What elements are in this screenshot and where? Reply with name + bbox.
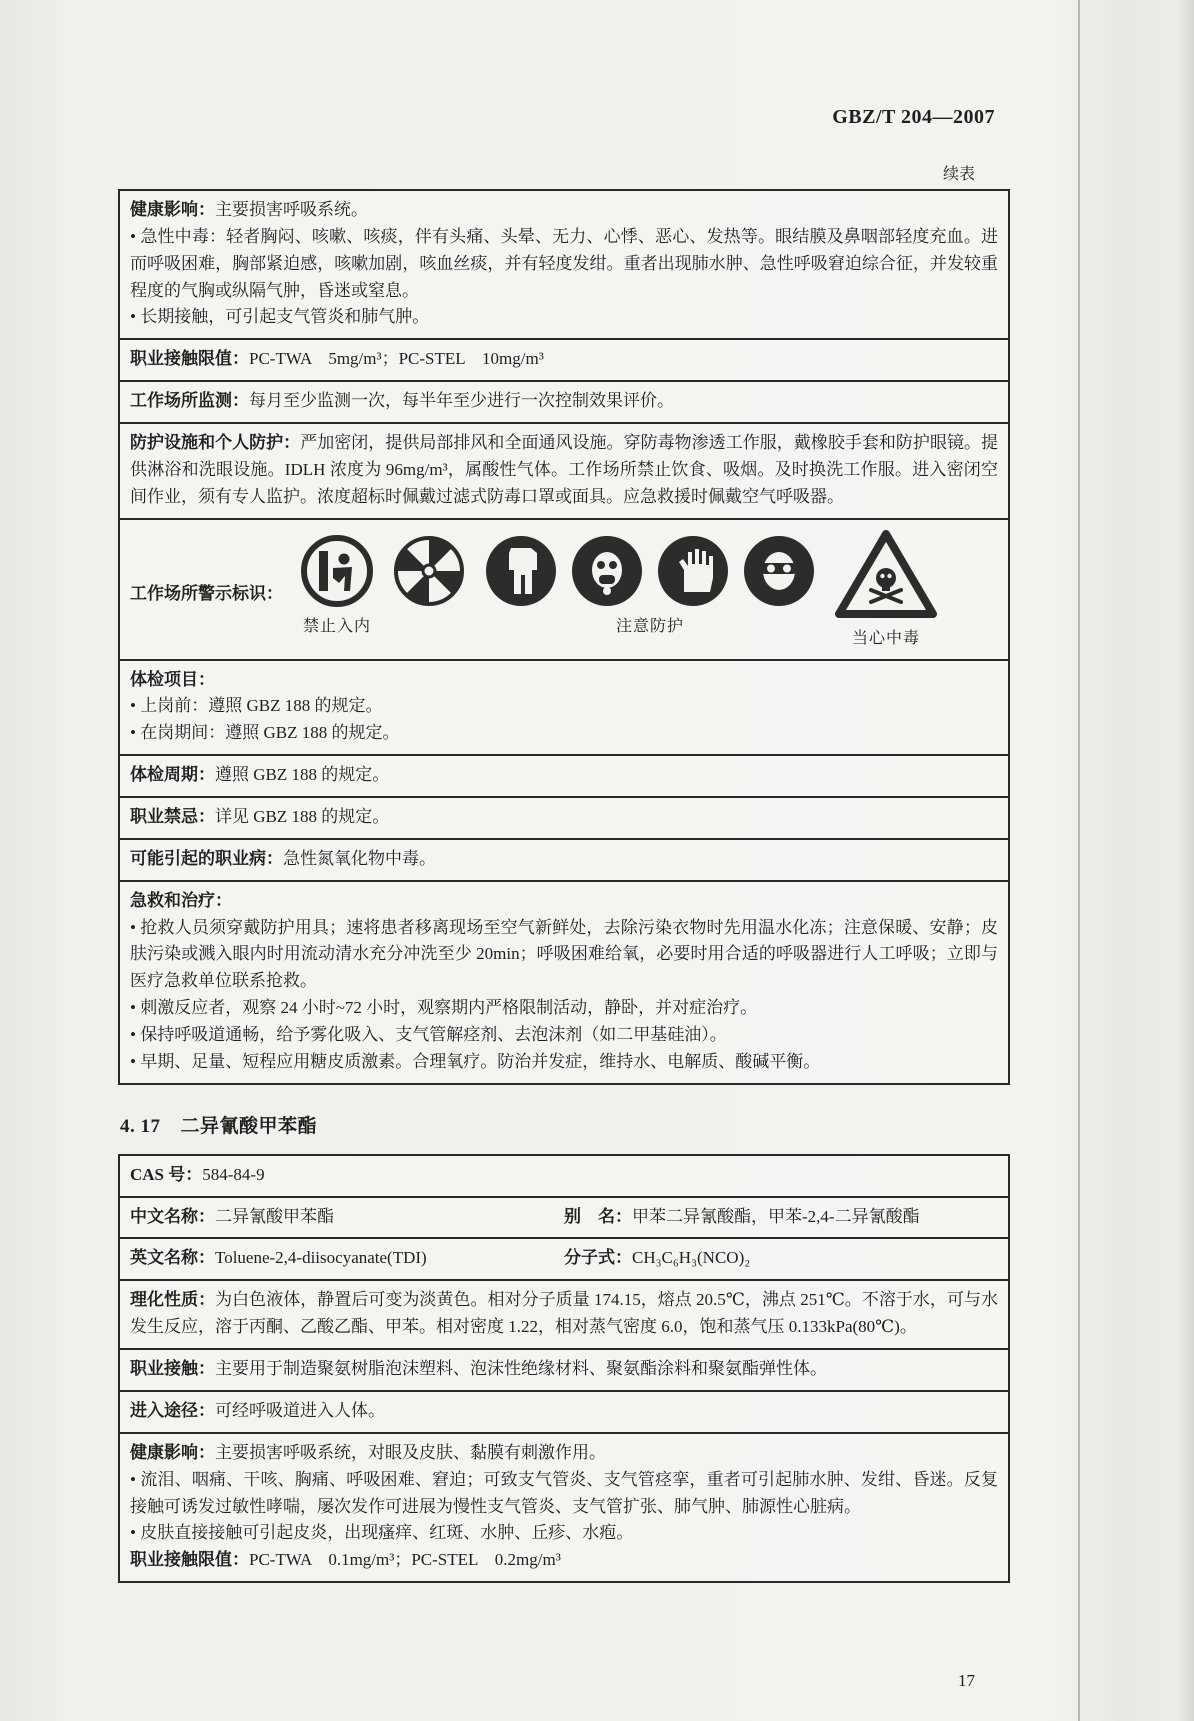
- row-text: 急性氮氧化物中毒。: [283, 848, 436, 868]
- row-text: 每月至少监测一次，每半年至少进行一次控制效果评价。: [249, 391, 674, 411]
- tdi-health-effects-intro: [130, 1440, 998, 1467]
- row-label: 职业接触：: [130, 1359, 215, 1379]
- row-text: PC-TWA 5mg/m³；PC-STEL 10mg/m³: [249, 349, 544, 369]
- warning-signs-strip: [300, 534, 938, 649]
- first-aid-row: [120, 882, 1008, 1083]
- protection-caption: 注意防护: [615, 617, 684, 635]
- ventilation-fan-icon: [392, 534, 466, 608]
- poison-caption: 当心中毒: [851, 629, 920, 647]
- ventilation-sign-group: [392, 534, 466, 637]
- row-label: 急救和治疗：: [130, 890, 232, 910]
- health-effects-row: [120, 191, 1008, 340]
- contraindications-text: [130, 804, 998, 831]
- occupational-exposure-text: [130, 1356, 998, 1383]
- no-entry-icon: [300, 534, 374, 608]
- row-label: 防护设施和个人防护：: [130, 433, 301, 453]
- warning-signs-label: 工作场所警示标识：: [130, 583, 283, 603]
- row-text: 主要损害呼吸系统，对眼及皮肤、黏膜有刺激作用。: [215, 1442, 606, 1462]
- hazard-table-continued: [118, 189, 1010, 1085]
- continued-table-label: 续表: [942, 166, 975, 183]
- row-text: CH₃C₆H₃(NCO)₂: [632, 1248, 751, 1268]
- toxic-hazard-icon: [834, 528, 938, 620]
- row-text: 为白色液体，静置后可变为淡黄色。相对分子质量 174.15，熔点 20.5℃，沸点 251℃。不溶于水，可与水发生反应，溶于丙酮、乙酸乙酯、甲苯。相对密度 1.22，相对蒸气密度 6.0，饱和蒸气压 0.133kPa(80℃)。: [130, 1290, 998, 1337]
- row-text: 遵照 GBZ 188 的规定。: [215, 765, 390, 785]
- section-number: 4. 17: [120, 1115, 161, 1137]
- exposure-limit-text: [130, 346, 998, 373]
- mandatory-signs-cluster: [484, 534, 816, 608]
- row-text: 甲苯二异氰酸酯，甲苯-2,4-二异氰酸酯: [632, 1206, 920, 1226]
- row-text: Toluene-2,4-diisocyanate(TDI): [215, 1248, 427, 1268]
- entry-route-text: [130, 1398, 998, 1425]
- row-label: 英文名称：: [130, 1248, 215, 1268]
- entry-route-row: [120, 1392, 1008, 1434]
- row-label: 体检项目：: [130, 669, 215, 689]
- protection-row: [120, 424, 1008, 520]
- tdi-exposure-limit: [130, 1547, 998, 1574]
- row-label: 理化性质：: [130, 1290, 216, 1310]
- medical-exam-bullet: • 上岗前：遵照 GBZ 188 的规定。: [130, 693, 998, 720]
- molecular-formula: [564, 1245, 998, 1272]
- alias-name: [564, 1204, 998, 1231]
- page-edge-shadow: [1176, 0, 1194, 1721]
- toxic-sign-group: [834, 534, 938, 649]
- row-text: 可经呼吸道进入人体。: [215, 1400, 385, 1420]
- medical-exam-items-row: [120, 661, 1008, 757]
- section-heading: [120, 1111, 1010, 1138]
- scan-artifact-line: [1078, 0, 1080, 1721]
- row-label: 职业接触限值：: [130, 1550, 249, 1570]
- row-text: 严加密闭，提供局部排风和全面通风设施。穿防毒物渗透工作服，戴橡胶手套和防护眼镜。提供淋浴和洗眼设施。IDLH 浓度为 96mg/m³，属酸性气体。工作场所禁止饮食、吸烟。及时换洗工作服。进入密闭空间作业，须有专人监护。浓度超标时佩戴过滤式防毒口罩或面具。应急救援时佩戴空气呼吸器。: [130, 433, 999, 506]
- exposure-limit-row: [120, 340, 1008, 382]
- row-label: 进入途径：: [130, 1400, 215, 1420]
- row-text: 主要损害呼吸系统。: [215, 200, 368, 219]
- row-text: PC-TWA 0.1mg/m³；PC-STEL 0.2mg/m³: [249, 1550, 561, 1570]
- occupational-exposure-row: [120, 1350, 1008, 1392]
- row-label: 中文名称：: [130, 1206, 215, 1226]
- names-row: [120, 1198, 1008, 1240]
- medical-exam-items-label: [130, 667, 998, 694]
- tdi-health-effects-row: [120, 1434, 1008, 1581]
- first-aid-bullet: • 抢救人员须穿戴防护用具；速将患者移离现场至空气新鲜处，去除污染衣物时先用温水化冻；注意保暖、安静；皮肤污染或溅入眼内时用流动清水充分冲洗至少 20min；呼吸困难给氧，必要时用合适的呼吸器进行人工呼吸；立即与医疗急救单位联系抢救。: [130, 915, 998, 996]
- row-label: 职业禁忌：: [130, 807, 215, 827]
- row-label: 职业接触限值：: [130, 349, 249, 369]
- properties-row: [120, 1281, 1008, 1350]
- mandatory-signs-group: [484, 534, 816, 637]
- hazard-table-tdi: [118, 1154, 1010, 1583]
- first-aid-bullet: • 刺激反应者，观察 24 小时~72 小时，观察期内严格限制活动，静卧，并对症治疗。: [130, 995, 998, 1022]
- properties-text: [130, 1287, 998, 1341]
- first-aid-label: [130, 888, 998, 915]
- row-label: 体检周期：: [130, 765, 215, 785]
- row-text: 主要用于制造聚氨树脂泡沫塑料、泡沫性绝缘材料、聚氨酯涂料和聚氨酯弹性体。: [215, 1359, 827, 1379]
- no-entry-caption: 禁止入内: [302, 617, 371, 635]
- row-label: 健康影响：: [130, 1442, 215, 1462]
- row-label: 分子式：: [564, 1248, 632, 1268]
- gas-mask-icon: [570, 534, 644, 608]
- medical-exam-bullet: • 在岗期间：遵照 GBZ 188 的规定。: [130, 720, 998, 747]
- health-effects-bullet: • 长期接触，可引起支气管炎和肺气肿。: [130, 304, 998, 331]
- row-text: 详见 GBZ 188 的规定。: [215, 807, 390, 827]
- row-label: CAS 号：: [130, 1164, 203, 1184]
- protective-clothing-icon: [484, 534, 558, 608]
- protective-gloves-icon: [656, 534, 730, 608]
- health-effects-bullet: • 急性中毒：轻者胸闷、咳嗽、咳痰，伴有头痛、头晕、无力、心悸、恶心、发热等。眼结膜及鼻咽部轻度充血。进而呼吸困难，胸部紧迫感，咳嗽加剧，咳血丝痰，并有轻度发绀。重者出现肺水肿、急性呼吸窘迫综合征，并发较重程度的气胸或纵隔气肿，昏迷或窒息。: [130, 224, 998, 305]
- english-formula-row: [120, 1239, 1008, 1281]
- protective-goggles-icon: [742, 534, 816, 608]
- page-number: 17: [958, 1671, 975, 1690]
- cas-row: [120, 1156, 1008, 1198]
- occupational-disease-row: [120, 840, 1008, 882]
- row-label: 工作场所监测：: [130, 391, 249, 411]
- medical-exam-cycle-text: [130, 762, 998, 789]
- medical-exam-cycle-row: [120, 756, 1008, 798]
- section-title: 二异氰酸甲苯酯: [180, 1115, 318, 1137]
- warning-signs-row: [120, 520, 1008, 661]
- row-label: 别 名：: [564, 1206, 632, 1226]
- first-aid-bullet: • 早期、足量、短程应用糖皮质激素。合理氧疗。防治并发症，维持水、电解质、酸碱平衡。: [130, 1049, 998, 1076]
- workplace-monitoring-text: [130, 388, 998, 415]
- occupational-disease-text: [130, 846, 998, 873]
- row-text: 584-84-9: [202, 1164, 265, 1184]
- tdi-health-effects-bullet: • 皮肤直接接触可引起皮炎，出现瘙痒、红斑、水肿、丘疹、水疱。: [130, 1520, 998, 1547]
- chinese-name: [130, 1204, 564, 1231]
- workplace-monitoring-row: [120, 382, 1008, 424]
- english-name: [130, 1245, 564, 1272]
- doc-number: GBZ/T 204—2007: [832, 106, 995, 128]
- first-aid-bullet: • 保持呼吸道通畅，给予雾化吸入、支气管解痉剂、去泡沫剂（如二甲基硅油）。: [130, 1022, 998, 1049]
- row-text: 二异氰酸甲苯酯: [215, 1206, 334, 1226]
- protection-text: [130, 430, 998, 511]
- cas-text: [130, 1162, 998, 1189]
- row-label: 健康影响：: [130, 200, 215, 219]
- contraindications-row: [120, 798, 1008, 840]
- row-label: 可能引起的职业病：: [130, 848, 283, 868]
- health-effects-intro: [130, 197, 998, 224]
- tdi-health-effects-bullet: • 流泪、咽痛、干咳、胸痛、呼吸困难、窘迫；可致支气管炎、支气管痉挛，重者可引起肺水肿、发绀、昏迷。反复接触可诱发过敏性哮喘，屡次发作可进展为慢性支气管炎、支气管扩张、肺气肿、肺源性心脏病。: [130, 1467, 998, 1521]
- document-content: [118, 189, 1010, 1583]
- no-entry-sign-group: [300, 534, 374, 637]
